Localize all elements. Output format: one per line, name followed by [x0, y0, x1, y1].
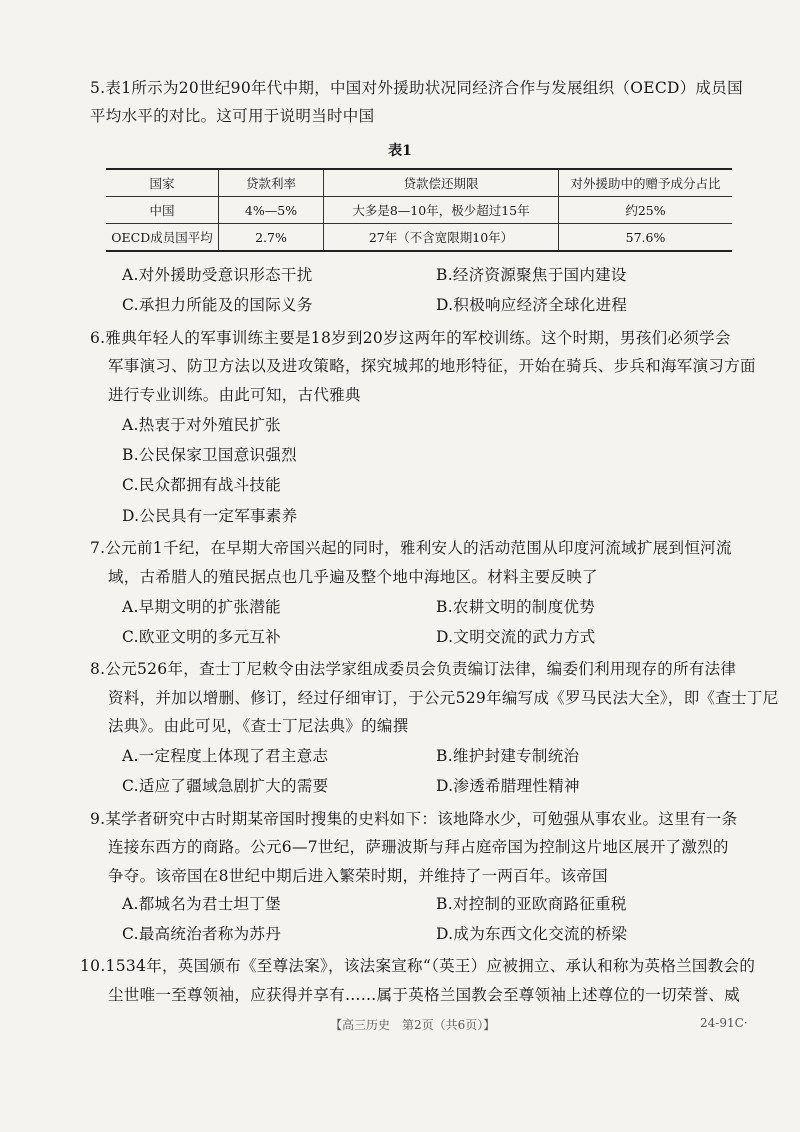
table-row	[106, 224, 732, 252]
q6-line-3: 进行专业训练。由此可知，古代雅典	[108, 386, 361, 404]
table-cell: 约25%	[559, 197, 733, 224]
q6-line-2: 军事演习、防卫方法以及进攻策略，探究城邦的地形特征，开始在骑兵、步兵和海军演习方面	[108, 357, 756, 375]
table-header-row	[106, 169, 732, 197]
q5-option-a[interactable]: A.对外援助受意识形态干扰	[122, 266, 313, 284]
table-cell: 27年（不含宽限期10年）	[324, 224, 559, 252]
q9-line-2: 连接东西方的商路。公元6—7世纪，萨珊波斯与拜占庭帝国为控制这片地区展开了激烈的	[108, 838, 729, 856]
q5-option-c[interactable]: C.承担力所能及的国际义务	[122, 296, 313, 314]
table-cell: 57.6%	[559, 224, 733, 252]
q7-option-b[interactable]: B.农耕文明的制度优势	[436, 598, 596, 616]
table-header-cell: 国家	[106, 169, 219, 197]
table-cell: 大多是8—10年，极少超过15年	[324, 197, 559, 224]
q8-option-d[interactable]: D.渗透希腊理性精神	[436, 777, 580, 795]
q8-line-3: 法典》。由此可见，《查士丁尼法典》的编撰	[108, 717, 409, 735]
table-cell: 2.7%	[219, 224, 324, 252]
q9-line-1: 9.某学者研究中古时期某帝国时搜集的史料如下：该地降水少，可勉强从事农业。这里有一条	[90, 810, 738, 828]
q8-option-b[interactable]: B.维护封建专制统治	[436, 747, 580, 765]
q10-line-2: 尘世唯一至尊领袖，应获得并享有……属于英格兰国教会至尊领袖上述尊位的一切荣誉、威	[108, 986, 741, 1004]
table-cell: 4%—5%	[219, 197, 324, 224]
comparison-table	[106, 168, 732, 252]
table-row	[106, 197, 732, 224]
table-caption: 表1	[388, 143, 412, 159]
q5-line-2: 平均水平的对比。这可用于说明当时中国	[90, 107, 375, 125]
footer-exam-code: 24-91C·	[700, 1016, 748, 1030]
q8-option-c[interactable]: C.适应了疆域急剧扩大的需要	[122, 777, 329, 795]
q5-option-b[interactable]: B.经济资源聚焦于国内建设	[436, 266, 627, 284]
q7-line-1: 7.公元前1千纪，在早期大帝国兴起的同时，雅利安人的活动范围从印度河流域扩展到恒河流	[90, 539, 732, 557]
q5-line-1: 5.表1所示为20世纪90年代中期，中国对外援助状况同经济合作与发展组织（OECD）成员国	[90, 79, 743, 97]
q6-option-a[interactable]: A.热衷于对外殖民扩张	[122, 416, 281, 434]
table-cell: 中国	[106, 197, 219, 224]
q6-option-b[interactable]: B.公民保家卫国意识强烈	[122, 446, 297, 464]
q8-option-a[interactable]: A.一定程度上体现了君主意志	[122, 747, 329, 765]
q9-option-c[interactable]: C.最高统治者称为苏丹	[122, 925, 282, 943]
table-cell: OECD成员国平均	[106, 224, 219, 252]
q9-option-a[interactable]: A.都城名为君士坦丁堡	[122, 895, 281, 913]
q9-option-d[interactable]: D.成为东西文化交流的桥梁	[436, 925, 628, 943]
q8-line-2: 资料，并加以增删、修订，经过仔细审订，于公元529年编写成《罗马民法大全》，即《查士丁尼	[108, 689, 779, 707]
q9-line-3: 争夺。该帝国在8世纪中期后进入繁荣时期，并维持了一两百年。该帝国	[108, 867, 608, 885]
table-header-cell: 贷款偿还期限	[324, 169, 559, 197]
table-header-cell: 对外援助中的赠予成分占比	[559, 169, 733, 197]
table-header-cell: 贷款利率	[219, 169, 324, 197]
q7-option-d[interactable]: D.文明交流的武力方式	[436, 628, 596, 646]
q7-line-2: 域，古希腊人的殖民据点也几乎遍及整个地中海地区。材料主要反映了	[108, 568, 598, 586]
q8-line-1: 8.公元526年，查士丁尼敕令由法学家组成委员会负责编订法律，编委们利用现存的所有法律	[90, 660, 737, 678]
q5-option-d[interactable]: D.积极响应经济全球化进程	[436, 296, 628, 314]
footer-page-info: 【高三历史 第2页（共6页）】	[330, 1018, 496, 1032]
q10-line-1: 10.1534年，英国颁布《至尊法案》，该法案宣称“（英王）应被拥立、承认和称为英格兰国教会的	[80, 957, 756, 975]
q6-option-d[interactable]: D.公民具有一定军事素养	[122, 507, 298, 525]
q9-option-b[interactable]: B.对控制的亚欧商路征重税	[436, 895, 627, 913]
q7-option-a[interactable]: A.早期文明的扩张潜能	[122, 598, 281, 616]
q7-option-c[interactable]: C.欧亚文明的多元互补	[122, 628, 282, 646]
page-footer	[0, 1016, 800, 1036]
q6-option-c[interactable]: C.民众都拥有战斗技能	[122, 476, 282, 494]
q6-line-1: 6.雅典年轻人的军事训练主要是18岁到20岁这两年的军校训练。这个时期，男孩们必须学会	[90, 329, 731, 347]
